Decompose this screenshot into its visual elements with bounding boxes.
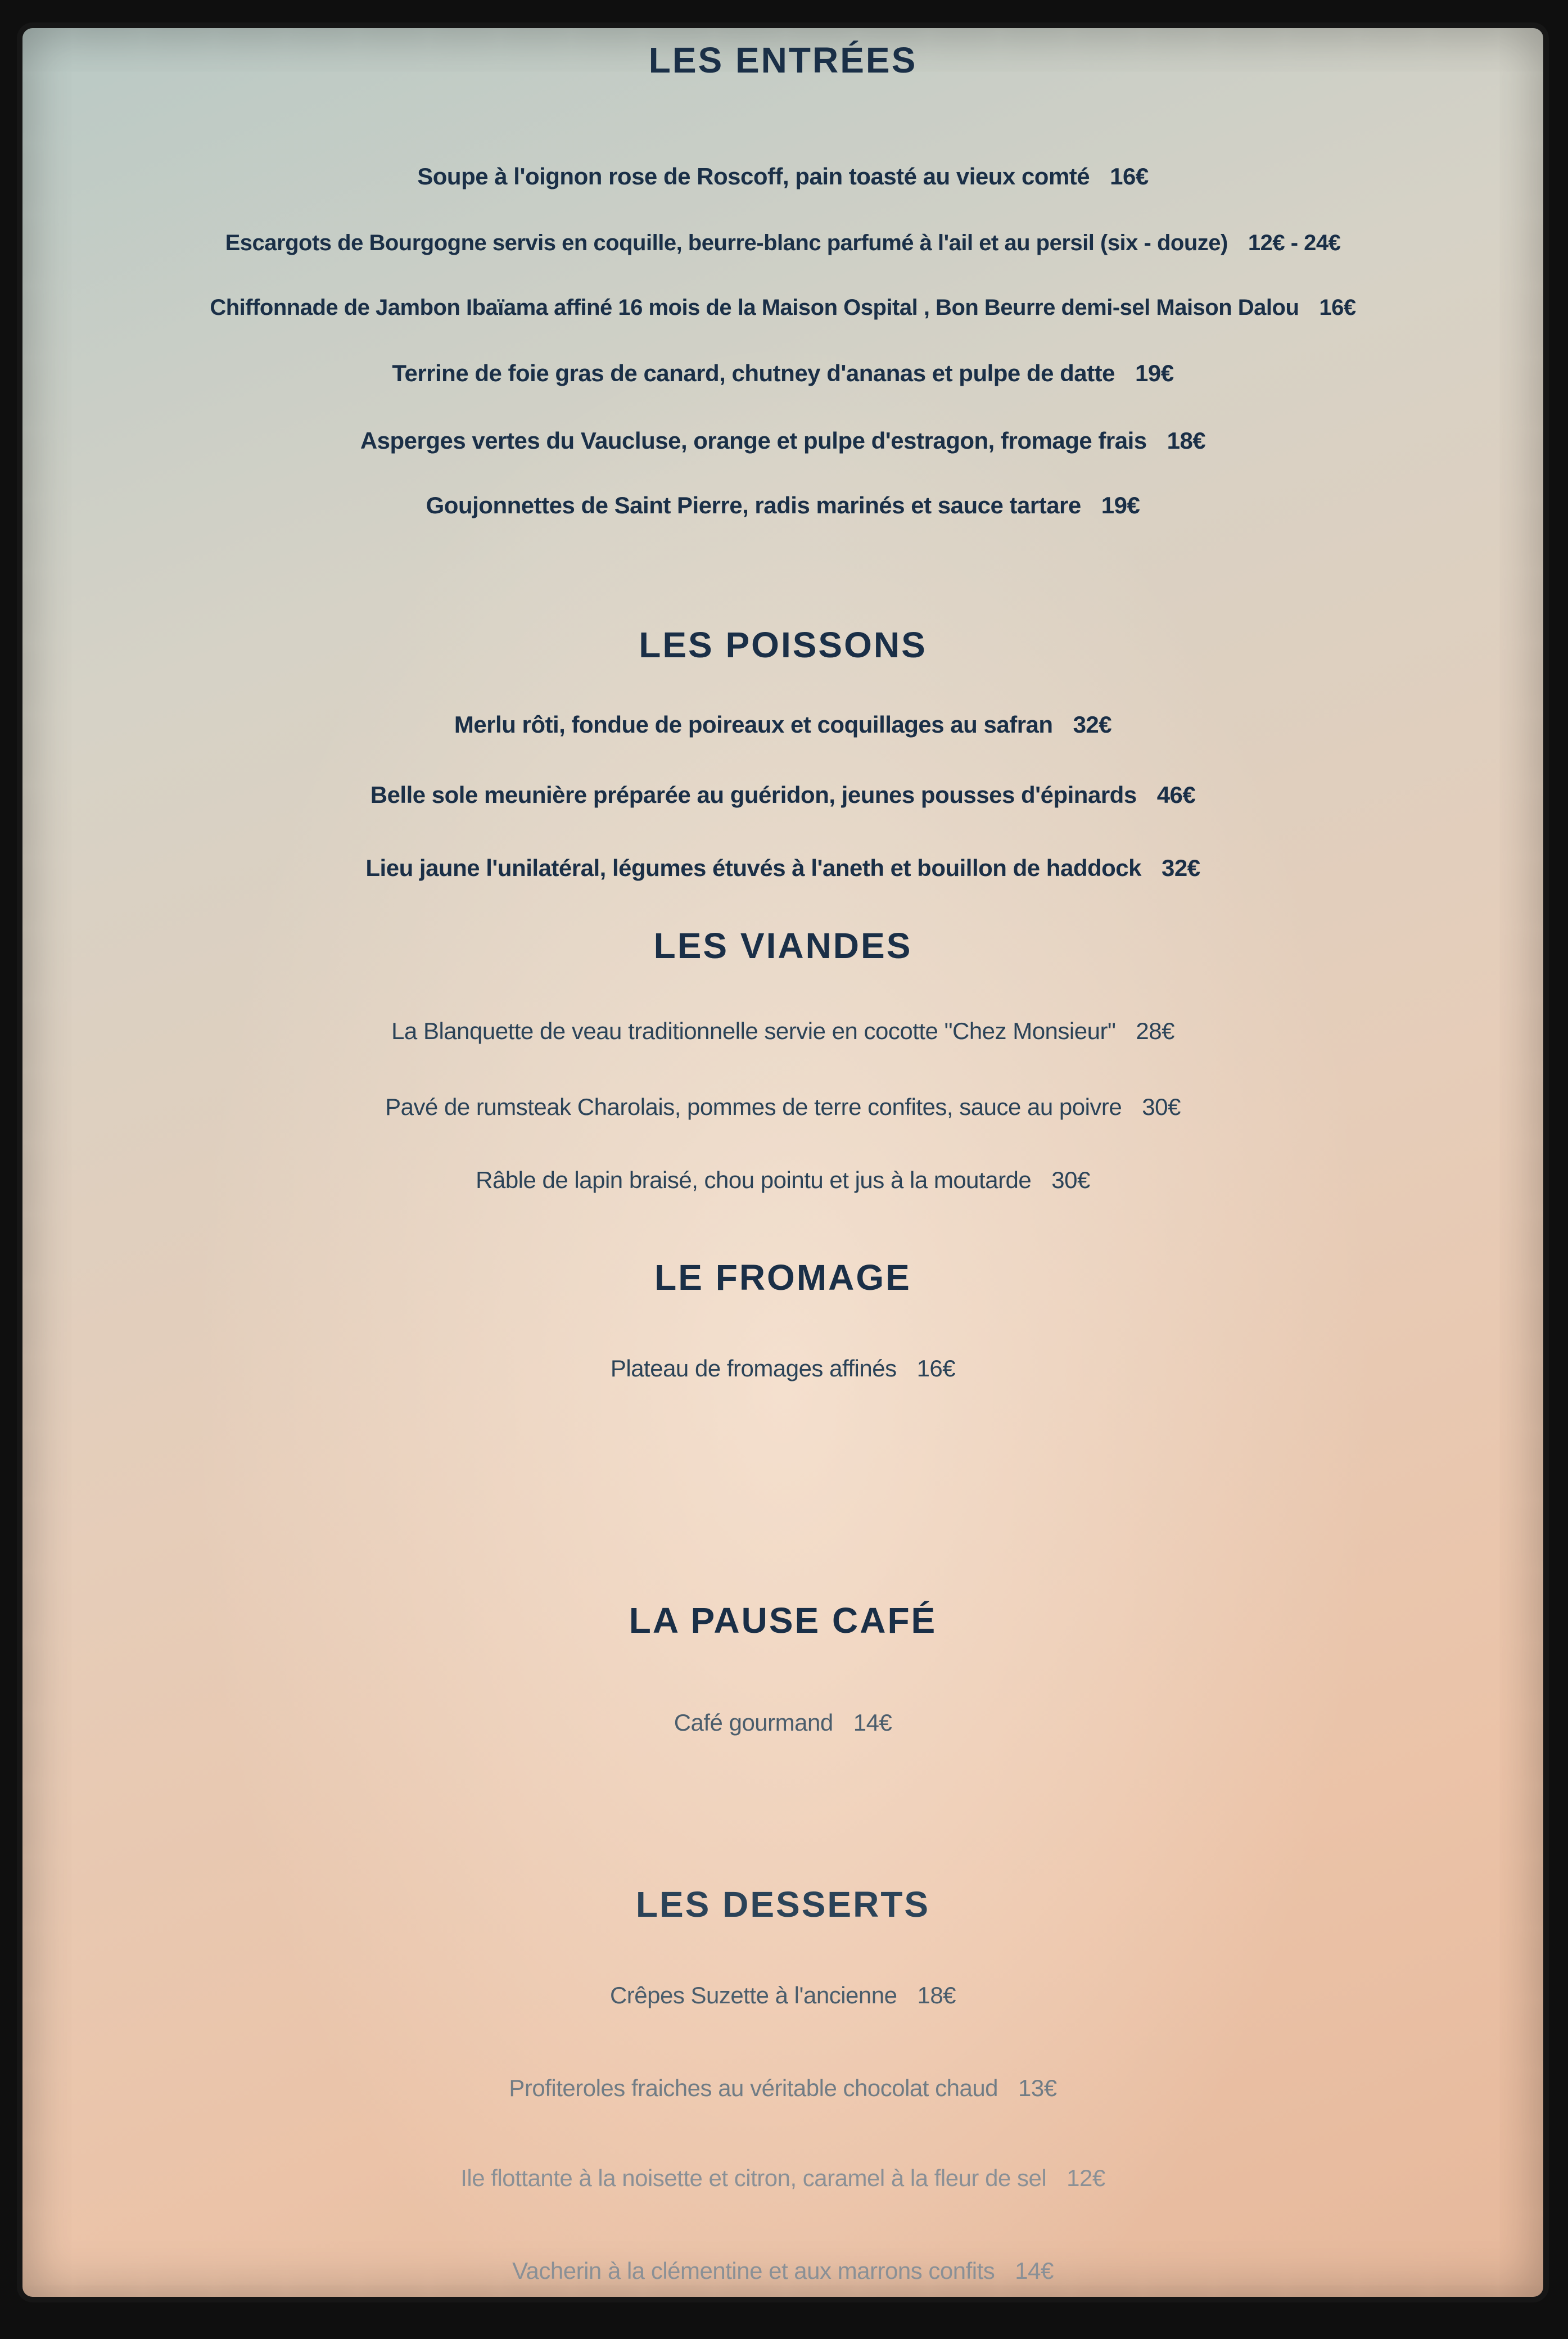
dish-cafe-1 — [22, 1709, 1543, 1736]
dish-poisson-2 — [22, 782, 1543, 809]
dish-dessert-3 — [22, 2165, 1543, 2192]
dish-price: 14€ — [853, 1709, 892, 1736]
dish-entree-2 — [22, 231, 1543, 256]
dish-price: 32€ — [1162, 855, 1200, 881]
dish-viande-3 — [22, 1167, 1543, 1194]
dish-name: Goujonnettes de Saint Pierre, radis marinés et sauce tartare — [426, 492, 1081, 518]
dish-price: 16€ — [1319, 295, 1356, 320]
dish-price: 18€ — [1167, 427, 1206, 454]
dish-name: Chiffonnade de Jambon Ibaïama affiné 16 mois de la Maison Ospital , Bon Beurre demi-sel Maison Dalou — [210, 295, 1299, 320]
dish-name: Lieu jaune l'unilatéral, légumes étuvés à l'aneth et bouillon de haddock — [365, 855, 1142, 881]
dish-price: 16€ — [1110, 163, 1149, 189]
dish-price: 46€ — [1156, 782, 1196, 808]
dish-price: 12€ — [1067, 2165, 1105, 2191]
dish-poisson-3 — [22, 855, 1543, 882]
dish-viande-2 — [22, 1094, 1543, 1121]
dish-price: 28€ — [1136, 1018, 1174, 1044]
dish-entree-4 — [22, 360, 1543, 387]
section-title-entrees: LES ENTRÉES — [648, 40, 918, 80]
dish-dessert-2 — [22, 2075, 1543, 2102]
dish-name: Profiteroles fraiches au véritable chocolat chaud — [509, 2075, 998, 2101]
section-title-desserts: LES DESSERTS — [635, 1884, 930, 1925]
dish-price: 13€ — [1018, 2075, 1057, 2101]
dish-dessert-1 — [22, 1982, 1543, 2009]
dish-poisson-1 — [22, 711, 1543, 738]
dish-dessert-4 — [22, 2257, 1543, 2284]
dish-name: Café gourmand — [674, 1709, 833, 1736]
dish-fromage-1 — [22, 1355, 1543, 1382]
dish-price: 32€ — [1073, 711, 1112, 738]
dish-entree-3 — [22, 295, 1543, 320]
dish-price: 30€ — [1142, 1094, 1181, 1120]
dish-price: 14€ — [1015, 2257, 1054, 2284]
section-title-fromage: LE FROMAGE — [654, 1257, 911, 1298]
dish-entree-6 — [22, 492, 1543, 519]
dish-name: Vacherin à la clémentine et aux marrons confits — [512, 2257, 995, 2284]
dish-price: 30€ — [1051, 1167, 1090, 1193]
section-title-viandes: LES VIANDES — [653, 925, 912, 966]
section-title-poissons: LES POISSONS — [639, 625, 927, 665]
dish-price: 18€ — [917, 1982, 956, 2008]
dish-price: 19€ — [1101, 492, 1140, 518]
dish-name: Râble de lapin braisé, chou pointu et jus à la moutarde — [476, 1167, 1032, 1193]
dish-name: Plateau de fromages affinés — [610, 1355, 897, 1381]
dish-price: 16€ — [916, 1355, 956, 1381]
dish-name: La Blanquette de veau traditionnelle servie en cocotte "Chez Monsieur" — [391, 1018, 1116, 1044]
dish-name: Belle sole meunière préparée au guéridon, jeunes pousses d'épinards — [370, 782, 1137, 808]
dish-price: 19€ — [1135, 360, 1174, 386]
dish-entree-5 — [22, 427, 1543, 454]
dish-name: Asperges vertes du Vaucluse, orange et pulpe d'estragon, fromage frais — [360, 427, 1147, 454]
section-title-pause-cafe: LA PAUSE CAFÉ — [629, 1600, 937, 1641]
dish-name: Terrine de foie gras de canard, chutney d'ananas et pulpe de datte — [392, 360, 1115, 386]
dish-name: Pavé de rumsteak Charolais, pommes de terre confites, sauce au poivre — [385, 1094, 1122, 1120]
dish-name: Merlu rôti, fondue de poireaux et coquillages au safran — [454, 711, 1053, 738]
dish-name: Crêpes Suzette à l'ancienne — [609, 1982, 897, 2008]
dish-name: Escargots de Bourgogne servis en coquille, beurre-blanc parfumé à l'ail et au persil (six - douze) — [225, 231, 1228, 255]
dish-price: 12€ - 24€ — [1248, 231, 1341, 255]
menu-page — [22, 28, 1543, 2297]
dish-entree-1 — [22, 163, 1543, 190]
dish-name: Ile flottante à la noisette et citron, caramel à la fleur de sel — [460, 2165, 1047, 2191]
dish-name: Soupe à l'oignon rose de Roscoff, pain toasté au vieux comté — [417, 163, 1090, 189]
dish-viande-1 — [22, 1018, 1543, 1045]
